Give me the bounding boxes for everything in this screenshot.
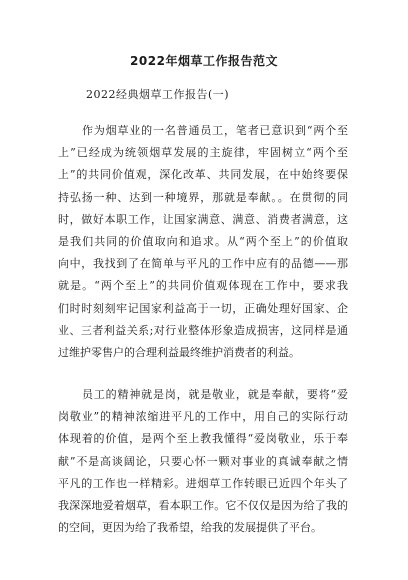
paragraph-line: 员工的精神就是岗，就是敬业，就是奉献，要将“爱	[82, 388, 348, 401]
paragraph-line: 作为烟草业的一名普通员工，笔者已意识到“两个至	[82, 124, 348, 137]
paragraph-line: 献”不是高谈阔论，只要心怀一颗对事业的真诚奉献之情	[58, 454, 348, 468]
paragraph-line: 体现着的价值，是两个至上教我懂得“爱岗敬业，乐于奉	[58, 432, 348, 446]
paragraph-line: 岗敬业”的精神浓缩进平凡的工作中，用自己的实际行动	[58, 410, 348, 424]
document-title: 2022年烟草工作报告范文	[130, 54, 278, 68]
paragraph-line: 上”已经成为统领烟草发展的主旋律，牢固树立“两个至	[58, 146, 348, 160]
paragraph-line: 业、三者利益关系;对行业整体形象造成损害，这同样是通	[58, 323, 348, 337]
paragraph-line: 持弘扬一种、达到一种境界，那就是奉献。。在贯彻的同	[58, 190, 348, 204]
paragraph-line: 平凡的工作也一样精彩。进烟草工作转眼已近四个年头了	[58, 476, 348, 490]
paragraph-line: 就是。“两个至上”的共同价值观体现在工作中，要求我	[58, 279, 348, 293]
paragraph-line: 过维护零售户的合理利益最终维护消费者的利益。	[58, 345, 300, 359]
paragraph-1	[58, 120, 348, 364]
paragraph-line: 时，做好本职工作，让国家满意、满意、消费者满意，这	[58, 212, 348, 226]
paragraph-line: 上”的共同价值观，深化改革、共同发展，在中始终要保	[58, 168, 348, 182]
paragraph-line: 是我们共同的价值取向和追求。从“两个至上”的价值取	[58, 234, 348, 248]
paragraph-line: 们时时刻刻牢记国家利益高于一切，正确处理好国家、企	[58, 301, 348, 315]
paragraph-line: 我深深地爱着烟草，看本职工作。它不仅仅是因为给了我的	[58, 498, 348, 512]
paragraph-2	[58, 384, 348, 539]
document-subtitle: 2022经典烟草工作报告(一)	[86, 88, 230, 101]
paragraph-line: 的空间，更因为给了我希望，给我的发展提供了平台。	[58, 521, 322, 535]
paragraph-line: 向中，我找到了在简单与平凡的工作中应有的品德——那	[58, 257, 348, 271]
